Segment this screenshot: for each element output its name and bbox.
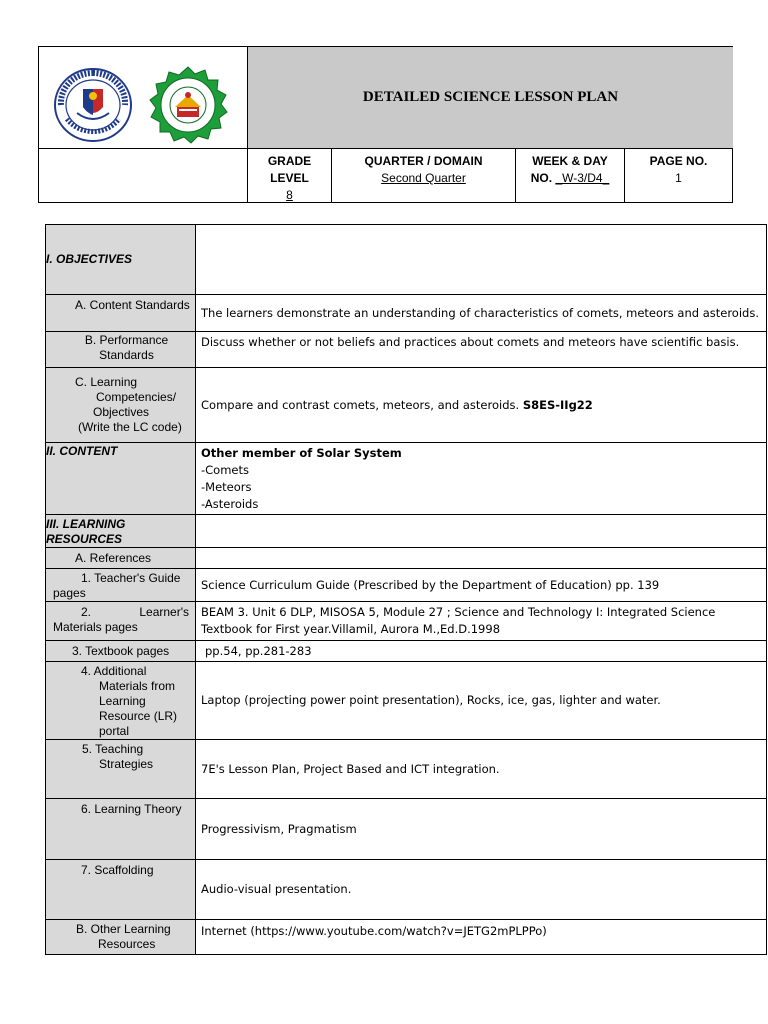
table-row <box>46 641 767 662</box>
table-row <box>46 443 767 515</box>
lesson-plan-table <box>45 224 767 955</box>
table-row <box>46 225 767 295</box>
objectives-heading: I. OBJECTIVES <box>46 225 196 295</box>
textbook-pages-label: 3. Textbook pages <box>46 641 196 662</box>
table-row <box>46 602 767 641</box>
references-value <box>196 548 767 569</box>
quarter-cell <box>332 149 516 203</box>
scaffolding-label: 7. Scaffolding <box>46 860 196 920</box>
content-value <box>196 443 767 515</box>
scaffolding-value: Audio-visual presentation. <box>196 860 767 920</box>
table-row <box>46 295 767 332</box>
learning-theory-value: Progressivism, Pragmatism <box>196 799 767 860</box>
table-row <box>46 799 767 860</box>
references-label: A. References <box>46 548 196 569</box>
grade-level-label: GRADE LEVEL <box>267 154 312 185</box>
learning-competencies-value <box>196 368 767 443</box>
week-day-cell <box>516 149 625 203</box>
deped-seal-icon <box>53 67 133 143</box>
learning-resources-heading: III. LEARNING RESOURCES <box>46 515 196 548</box>
lc-text: Compare and contrast comets, meteors, and asteroids. <box>201 397 520 412</box>
lc-label-line: C. Learning <box>75 375 138 389</box>
document-title: DETAILED SCIENCE LESSON PLAN <box>248 47 733 149</box>
blank-cell <box>39 149 248 203</box>
other-resources-label: B. Other Learning Resources <box>46 920 196 955</box>
learning-resources-value <box>196 515 767 548</box>
table-row <box>46 332 767 368</box>
textbook-pages-value: pp.54, pp.281-283 <box>196 641 767 662</box>
logo-cell <box>39 47 248 149</box>
week-day-value: _W-3/D4_ <box>555 171 610 185</box>
table-row <box>46 860 767 920</box>
table-row <box>46 515 767 548</box>
teachers-guide-value: Science Curriculum Guide (Prescribed by the Department of Education) pp. 139 <box>196 569 767 602</box>
lc-code: S8ES-IIg22 <box>522 397 593 412</box>
table-row <box>46 368 767 443</box>
performance-standards-value: Discuss whether or not beliefs and practices about comets and meteors have scientific basis. <box>196 332 767 368</box>
content-title: Other member of Solar System <box>201 446 402 460</box>
lc-label-line: (Write the LC code) <box>78 420 182 434</box>
additional-materials-value: Laptop (projecting power point presentation), Rocks, ice, gas, lighter and water. <box>196 662 767 740</box>
learning-theory-label: 6. Learning Theory <box>46 799 196 860</box>
grade-level-cell <box>248 149 332 203</box>
header-table <box>38 46 733 203</box>
quarter-value: Second Quarter <box>381 171 466 185</box>
week-day-no-label: NO. <box>530 171 553 185</box>
teaching-strategies-value: 7E's Lesson Plan, Project Based and ICT integration. <box>196 740 767 799</box>
lc-label-line: Competencies/ <box>96 390 177 404</box>
lc-label-line: Objectives <box>93 405 150 419</box>
objectives-value <box>196 225 767 295</box>
content-standards-value: The learners demonstrate an understanding of characteristics of comets, meteors and asteroids. <box>196 295 767 332</box>
table-row <box>46 740 767 799</box>
page-no-cell <box>625 149 732 203</box>
content-item-asteroids: -Asteroids <box>201 497 259 511</box>
grade-level-value: 8 <box>286 188 293 202</box>
page-no-label: PAGE NO. <box>649 154 708 168</box>
table-row <box>46 920 767 955</box>
school-seal-icon <box>145 65 231 145</box>
learners-materials-label: 2. Learner's Materials pages <box>46 602 196 641</box>
learners-materials-value: BEAM 3. Unit 6 DLP, MISOSA 5, Module 27 ; Science and Technology I: Integrated Science Textbook for First year.Villamil, Aurora M.,Ed.D.1998 <box>196 602 767 641</box>
teachers-guide-label: 1. Teacher's Guide pages <box>46 569 196 602</box>
other-resources-value: Internet (https://www.youtube.com/watch?v=JETG2mPLPPo) <box>196 920 767 955</box>
performance-standards-label: B. Performance Standards <box>46 332 196 368</box>
content-item-meteors: -Meteors <box>201 480 252 494</box>
additional-materials-label: 4. Additional Materials from Learning Resource (LR) portal <box>46 662 196 740</box>
page-no-value: 1 <box>675 171 682 185</box>
table-row <box>46 548 767 569</box>
table-row <box>46 569 767 602</box>
content-heading: II. CONTENT <box>46 443 196 515</box>
week-day-label: WEEK & DAY <box>532 154 608 168</box>
content-item-comets: -Comets <box>201 463 249 477</box>
quarter-label: QUARTER / DOMAIN <box>364 154 483 168</box>
teaching-strategies-label: 5. Teaching Strategies <box>46 740 196 799</box>
learning-competencies-label <box>46 368 196 443</box>
table-row <box>46 662 767 740</box>
content-standards-label: A. Content Standards <box>46 295 196 332</box>
